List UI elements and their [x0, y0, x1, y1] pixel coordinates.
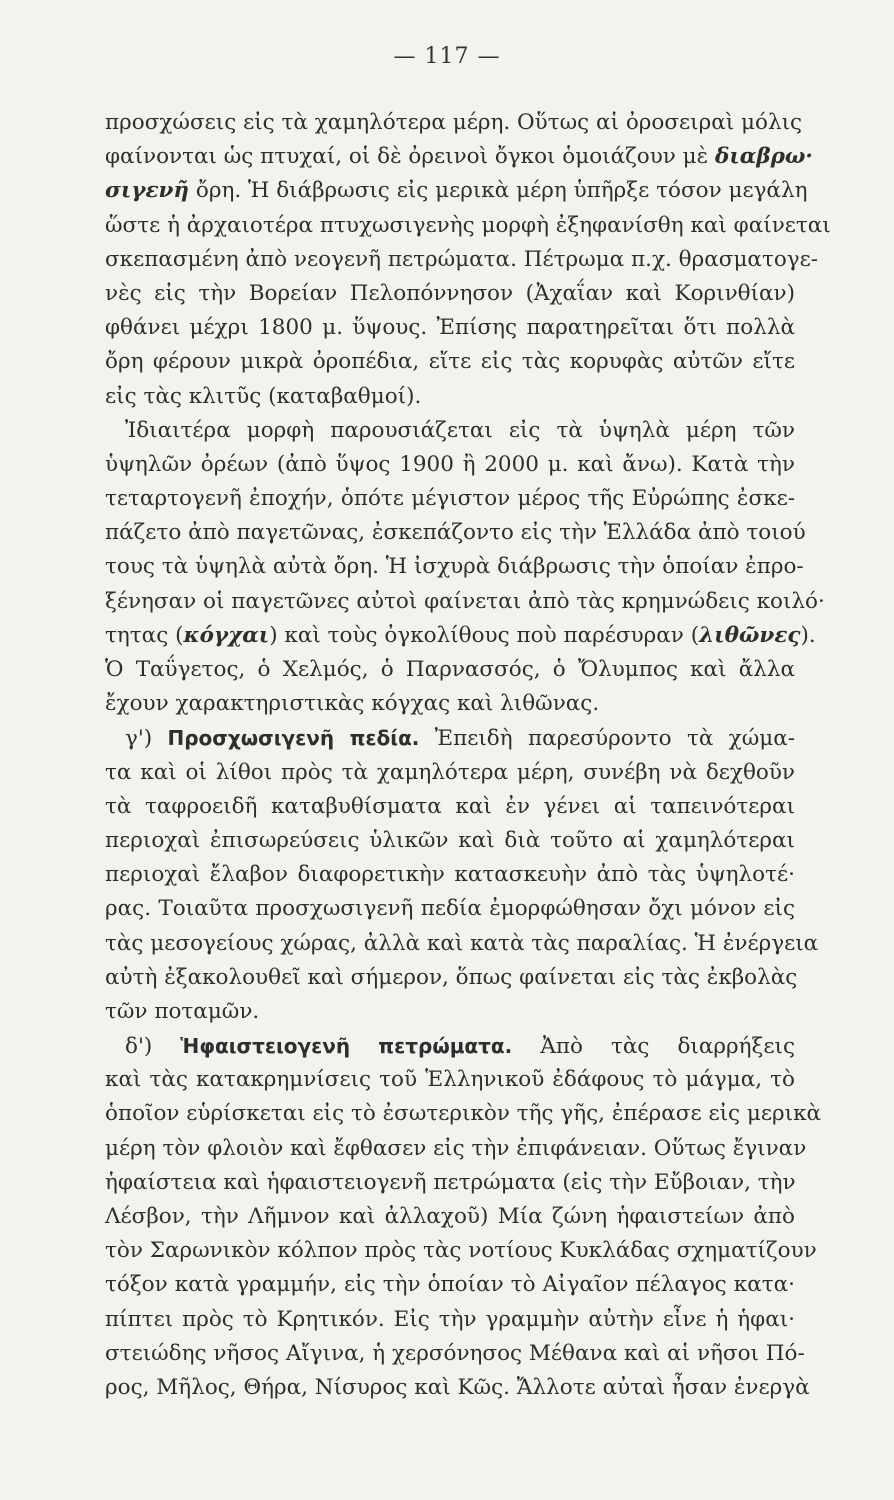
text-segment: τόξον κατὰ γραμμήν, εἰς τὴν ὁποίαν τὸ Αἰγαῖον πέλαγος κατα·: [105, 1272, 795, 1298]
text-segment: πάζετο ἀπὸ παγετῶνας, ἐσκεπάζοντο εἰς τὴν Ἑλλάδα ἀπὸ τοιού: [105, 520, 806, 546]
text-line: [105, 1268, 795, 1302]
page-number: — 117 —: [393, 44, 501, 69]
text-segment: στειώδης νῆσος Αἴγινα, ἡ χερσόνησος Μέθανα καὶ αἱ νῆσοι Πό-: [105, 1340, 805, 1366]
text-line: [105, 140, 813, 174]
text-segment: τὸν Σαρωνικὸν κόλπον πρὸς τὰς νοτίους Κυκλάδας σχηματίζουν: [105, 1238, 817, 1264]
text-segment: φαίνονται ὡς πτυχαί, οἱ δὲ ὀρεινοὶ ὄγκοι ὁμοιάζουν μὲ: [105, 144, 716, 170]
text-line: [105, 824, 795, 858]
text-line: [105, 1200, 795, 1234]
text-line: [105, 414, 795, 448]
text-segment: ρος, Μῆλος, Θήρα, Νίσυρος καὶ Κῶς. Ἄλλοτε αὐταὶ ἦσαν ἐνεργὰ: [105, 1374, 810, 1400]
text-line: [105, 209, 831, 243]
text-line: [105, 756, 795, 790]
text-segment: καὶ τὰς κατακρημνίσεις τοῦ Ἑλληνικοῦ ἐδάφους τὸ μάγμα, τὸ: [105, 1067, 795, 1093]
text-line: [105, 1132, 807, 1166]
text-line: [105, 482, 795, 516]
text-segment: μέρη τὸν φλοιὸν καὶ ἔφθασεν εἰς τὴν ἐπιφάνειαν. Οὕτως ἔγιναν: [105, 1135, 807, 1161]
text-line: [105, 790, 795, 824]
text-line: [105, 380, 795, 414]
text-segment: γ'): [125, 726, 168, 752]
text-line: [105, 995, 795, 1029]
emphasized-term: διαβρω·: [715, 144, 813, 170]
text-segment: πίπτει πρὸς τὸ Κρητικόν. Εἰς τὴν γραμμὴν αὐτὴν εἶνε ἡ ἡφαι·: [105, 1306, 795, 1332]
text-segment: περιοχαὶ ἔλαβον διαφορετικὴν κατασκευὴν ἀπὸ τὰς ὑψηλοτέ·: [105, 862, 795, 888]
text-segment: περιοχαὶ ἐπισωρεύσεις ὑλικῶν καὶ διὰ τοῦτο αἱ χαμηλότεραι: [105, 827, 795, 853]
text-segment: νὲς εἰς τὴν Βορείαν Πελοπόννησον (Ἀχαΐαν καὶ Κορινθίαν): [105, 280, 795, 306]
text-segment: τεταρτογενῆ ἐποχήν, ὁπότε μέγιστον μέρος τῆς Εὐρώπης ἐσκε-: [105, 486, 795, 512]
text-line: [105, 653, 795, 687]
text-line: [105, 927, 819, 961]
text-segment: δ'): [125, 1034, 181, 1060]
text-line: [105, 277, 795, 311]
text-segment: σκεπασμένη ἀπὸ νεογενῆ πετρώματα. Πέτρωμα π.χ. θρασματογε-: [105, 246, 819, 272]
text-segment: ὄρη. Ἡ διάβρωσις εἰς μερικὰ μέρη ὑπῆρξε τόσον μεγάλη: [189, 178, 808, 204]
text-line: [105, 174, 808, 208]
body-text: [105, 106, 831, 1405]
text-segment: προσχώσεις εἰς τὰ χαμηλότερα μέρη. Οὕτως αἱ ὀροσειραὶ μόλις: [105, 110, 803, 135]
text-line: [105, 585, 825, 619]
text-segment: τῶν ποταμῶν.: [105, 998, 260, 1024]
text-line: [105, 961, 798, 995]
text-segment: ρας. Τοιαῦτα προσχωσιγενῆ πεδία ἐμορφώθησαν ὄχι μόνον εἰς: [105, 896, 795, 922]
text-segment: τα καὶ οἱ λίθοι πρὸς τὰ χαμηλότερα μέρη, συνέβη νὰ δεχθοῦν: [105, 759, 795, 785]
text-segment: αὐτὴ ἐξακολουθεῖ καὶ σήμερον, ὅπως φαίνεται εἰς τὰς ἐκβολὰς: [105, 964, 798, 990]
text-segment: Ὁ Ταΰγετος, ὁ Χελμός, ὁ Παρνασσός, ὁ Ὄλυμπος καὶ ἄλλα: [105, 657, 795, 682]
text-segment: τὰς μεσογείους χώρας, ἀλλὰ καὶ κατὰ τὰς παραλίας. Ἡ ἐνέργεια: [105, 930, 819, 956]
emphasized-term: κόγχαι: [183, 622, 270, 648]
text-segment: ἡφαίστεια καὶ ἡφαιστειογενῆ πετρώματα (εἰς τὴν Εὔβοιαν, τὴν: [105, 1169, 796, 1195]
text-segment: τους τὰ ὑψηλὰ αὐτὰ ὄρη. Ἡ ἰσχυρὰ διάβρωσις τὴν ὁποίαν ἐπρο-: [105, 554, 804, 580]
text-segment: ὥστε ἡ ἀρχαιοτέρα πτυχωσιγενὴς μορφὴ ἐξηφανίσθη καὶ φαίνεται: [105, 212, 831, 238]
text-segment: ὑψηλῶν ὀρέων (ἀπὸ ὕψος 1900 ἢ 2000 μ. καὶ ἄνω). Κατὰ τὴν: [105, 451, 795, 477]
text-line: [105, 1063, 795, 1097]
text-segment: Ἰδιαιτέρα μορφὴ παρουσιάζεται εἰς τὰ ὑψηλὰ μέρη τῶν: [125, 417, 795, 443]
emphasized-term: λιθῶνες: [699, 622, 801, 648]
text-segment: Ἐπειδὴ παρεσύροντο τὰ χώμα-: [419, 726, 795, 752]
text-line: [105, 1303, 795, 1337]
emphasized-term: σιγενῆ: [105, 178, 190, 204]
text-segment: Ἀπὸ τὰς διαρρήξεις: [512, 1034, 795, 1060]
text-line: [105, 858, 795, 892]
text-segment: εἰς τὰς κλιτῦς (καταβαθμοί).: [105, 383, 422, 409]
text-line: [105, 1097, 822, 1131]
text-line: [105, 448, 795, 482]
text-line: [105, 345, 795, 379]
text-line: [105, 1234, 817, 1268]
text-segment: φθάνει μέχρι 1800 μ. ὕψους. Ἐπίσης παρατηρεῖται ὅτι πολλὰ: [105, 315, 795, 341]
text-line: [105, 311, 795, 345]
text-line: [105, 721, 795, 755]
text-line: [105, 892, 795, 926]
text-line: [105, 619, 816, 653]
text-segment: τητας (: [105, 622, 184, 648]
text-line: [105, 1337, 805, 1371]
section-heading: Ἡφαιστειογενῆ πετρώματα.: [180, 1034, 513, 1059]
text-line: [105, 1029, 795, 1063]
text-segment: ξένησαν οἱ παγετῶνες αὐτοὶ φαίνεται ἀπὸ τὰς κρημνώδεις κοιλό·: [105, 588, 825, 614]
text-segment: ὁποῖον εὑρίσκεται εἰς τὸ ἐσωτερικὸν τῆς γῆς, ἐπέρασε εἰς μερικὰ: [105, 1101, 822, 1127]
section-heading: Προσχωσιγενῆ πεδία.: [167, 726, 420, 751]
text-segment: τὰ ταφροειδῆ καταβυθίσματα καὶ ἐν γένει αἱ ταπεινότεραι: [105, 793, 795, 819]
text-line: [105, 1166, 795, 1200]
text-segment: Λέσβον, τὴν Λῆμνον καὶ ἀλλαχοῦ) Μία ζώνη ἡφαιστείων ἀπὸ: [105, 1204, 795, 1229]
text-segment: ἔχουν χαρακτηριστικὰς κόγχας καὶ λιθῶνας.: [105, 691, 600, 717]
text-line: [105, 687, 795, 721]
text-line: [105, 1371, 810, 1405]
text-line: [105, 550, 804, 584]
text-line: [105, 516, 806, 550]
text-line: [105, 243, 819, 277]
text-segment: ).: [800, 622, 816, 648]
text-line: [105, 106, 803, 140]
text-segment: ὄρη φέρουν μικρὰ ὀροπέδια, εἴτε εἰς τὰς κορυφὰς αὐτῶν εἴτε: [105, 349, 795, 375]
text-segment: ) καὶ τοὺς ὀγκολίθους ποὺ παρέσυραν (: [269, 622, 700, 648]
